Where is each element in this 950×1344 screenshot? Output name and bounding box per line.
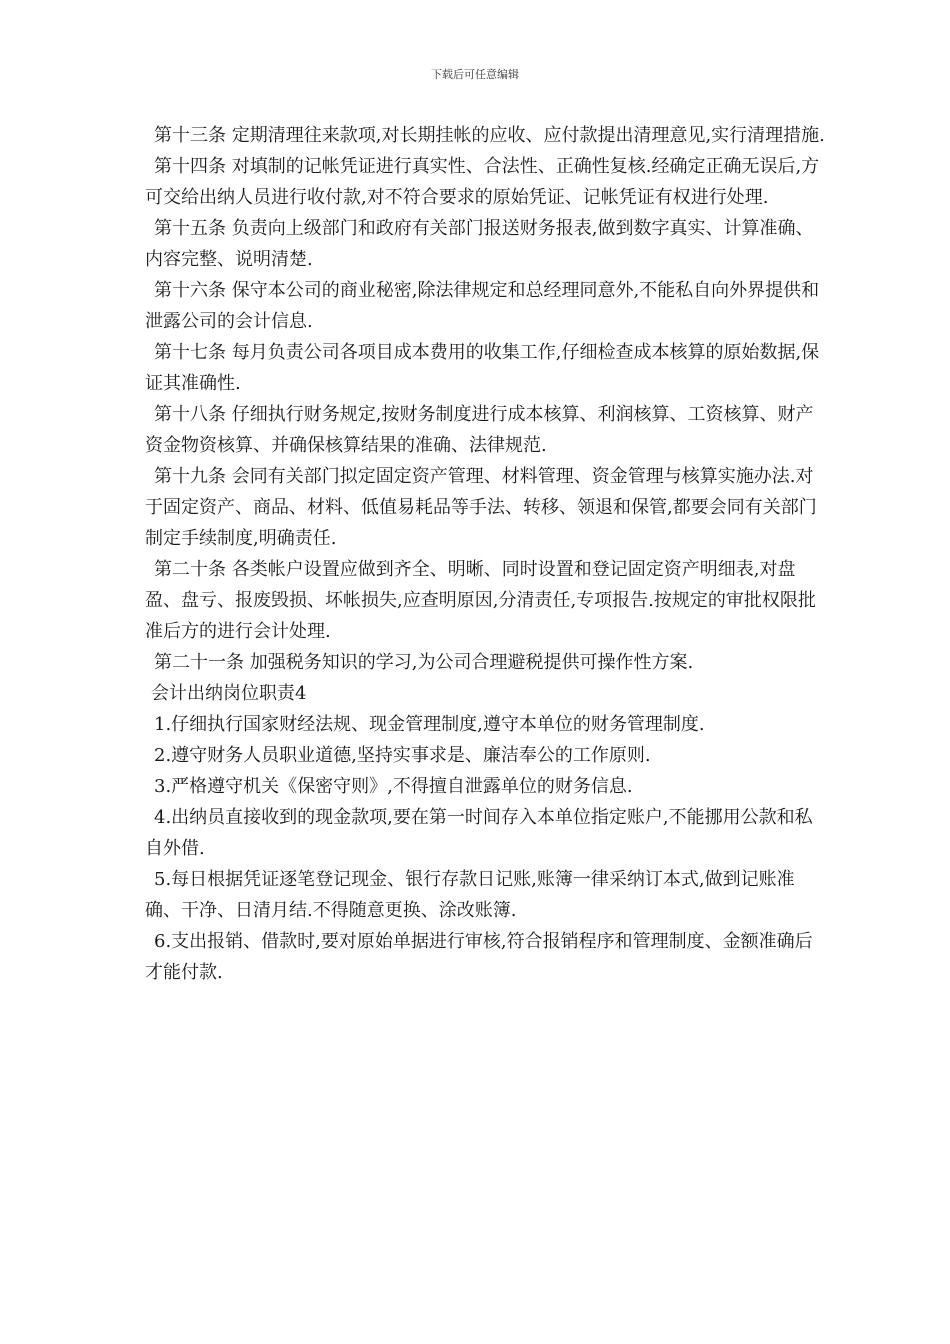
article-17: 第十七条 每月负责公司各项目成本费用的收集工作,仔细检查成本核算的原始数据,保证其准确性. [145,342,820,394]
duty-item: 4.出纳员直接收到的现金款项,要在第一时间存入本单位指定账户,不能挪用公款和私自外借. [145,807,813,859]
article-18: 第十八条 仔细执行财务规定,按财务制度进行成本核算、利润核算、工资核算、财产资金物资核算、并确保核算结果的准确、法律规范. [145,404,814,456]
article-21: 第二十一条 加强税务知识的学习,为公司合理避税提供可操作性方案. [154,652,694,673]
duty-item: 3.严格遵守机关《保密守则》,不得擅自泄露单位的财务信息. [154,776,633,797]
article-19: 第十九条 会同有关部门拟定固定资产管理、材料管理、资金管理与核算实施办法.对于固定资产、商品、材料、低值易耗品等手法、转移、领退和保管,都要会同有关部门制定手续制度,明确责任. [145,466,817,549]
duty-item: 6.支出报销、借款时,要对原始单据进行审核,符合报销程序和管理制度、金额准确后才能付款. [145,931,813,983]
duty-item: 1.仔细执行国家财经法规、现金管理制度,遵守本单位的财务管理制度. [154,714,705,735]
article-13: 第十三条 定期清理往来款项,对长期挂帐的应收、应付款提出清理意见,实行清理措施. [154,125,825,146]
page-header-note: 下载后可任意编辑 [431,68,519,81]
article-15: 第十五条 负责向上级部门和政府有关部门报送财务报表,做到数字真实、计算准确、内容完整、说明清楚. [145,218,814,270]
article-14: 第十四条 对填制的记帐凭证进行真实性、合法性、正确性复核.经确定正确无误后,方可交给出纳人员进行收付款,对不符合要求的原始凭证、记帐凭证有权进行处理. [145,156,820,208]
duty-item: 5.每日根据凭证逐笔登记现金、银行存款日记账,账簿一律采纳订本式,做到记账准确、干净、日清月结.不得随意更换、涂改账簿. [145,869,795,921]
duty-item: 2.遵守财务人员职业道德,坚持实事求是、廉洁奉公的工作原则. [154,745,651,766]
article-16: 第十六条 保守本公司的商业秘密,除法律规定和总经理同意外,不能私自向外界提供和泄露公司的会计信息. [145,280,820,332]
section-title: 会计出纳岗位职责4 [151,683,307,704]
document-body [145,120,825,988]
article-20: 第二十条 各类帐户设置应做到齐全、明晰、同时设置和登记固定资产明细表,对盘盈、盘亏、报废毁损、坏帐损失,应查明原因,分清责任,专项报告.按规定的审批权限批准后方的进行会计处理. [145,559,816,642]
